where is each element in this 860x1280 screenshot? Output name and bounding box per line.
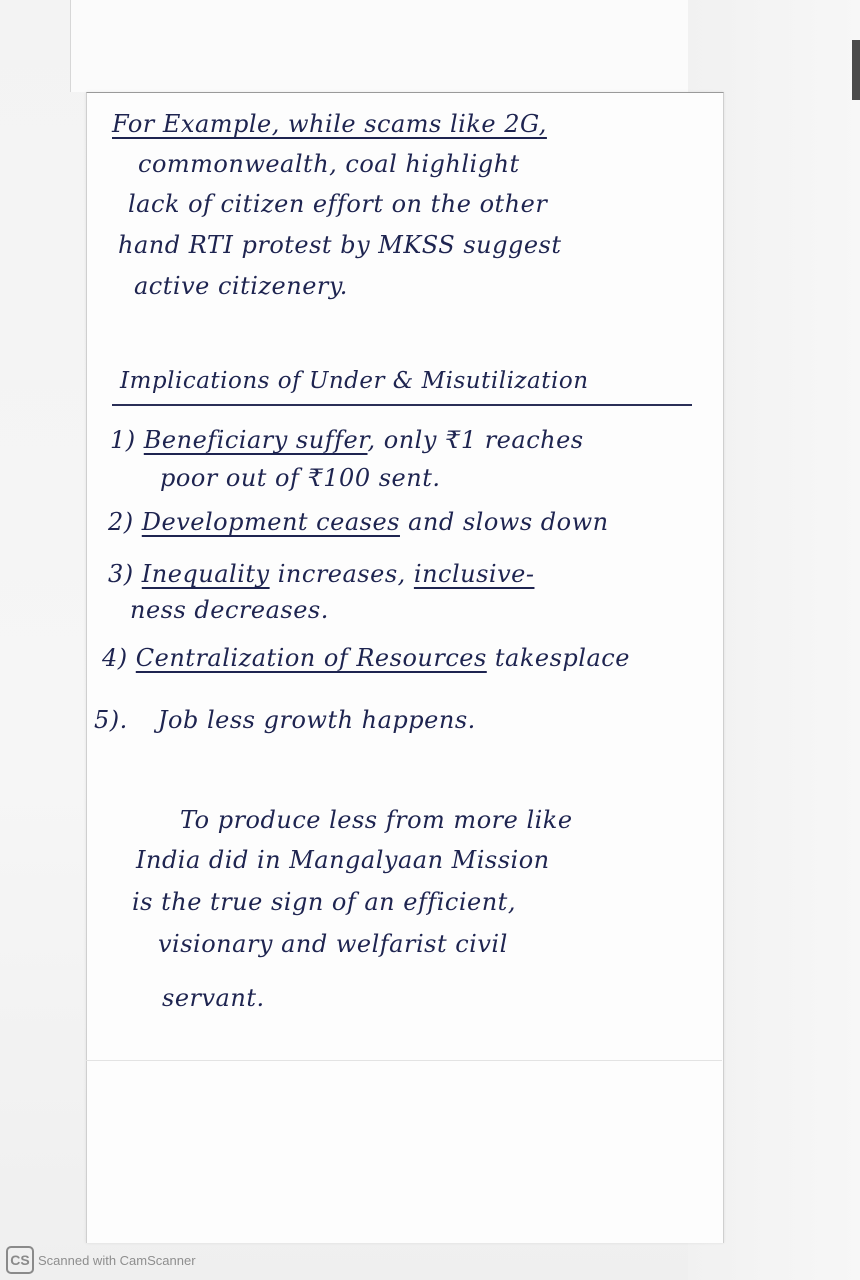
point-1-rest: , only ₹1 reaches: [367, 426, 584, 454]
point-1-number: 1): [110, 426, 136, 454]
point-4-underlined: Centralization of Resources: [135, 644, 487, 672]
point-4-line: [102, 644, 630, 672]
point-5-number: 5).: [94, 706, 128, 734]
point-5-line: [94, 706, 476, 734]
section-heading: Implications of Under & Misutilization: [120, 368, 589, 394]
para1-line-3: lack of citizen effort on the other: [128, 190, 548, 218]
scan-shadow-corner: [852, 40, 860, 100]
point-2-line: [108, 508, 609, 536]
para1-line-4: hand RTI protest by MKSS suggest: [118, 231, 562, 259]
conclusion-line-3: is the true sign of an efficient,: [132, 888, 516, 916]
page-fold-line: [86, 1060, 722, 1061]
point-1-line-2: poor out of ₹100 sent.: [160, 464, 441, 492]
back-sheet: [70, 0, 692, 92]
point-3-underlined-2: inclusive-: [413, 560, 535, 588]
camscanner-watermark: [6, 1246, 196, 1274]
point-2-number: 2): [108, 508, 134, 536]
para1-line-2: commonwealth, coal highlight: [138, 150, 520, 178]
conclusion-line-4: visionary and welfarist civil: [158, 930, 508, 958]
for-example-text: For Example, while scams like 2G,: [112, 110, 547, 138]
heading-rule: [112, 404, 692, 406]
point-1-line-1: [110, 426, 584, 454]
point-4-number: 4): [102, 644, 128, 672]
conclusion-line-5: servant.: [162, 984, 265, 1012]
point-1-underlined: Beneficiary suffer: [143, 426, 368, 454]
conclusion-line-2: India did in Mangalyaan Mission: [136, 846, 550, 874]
point-3-line-2: ness decreases.: [130, 596, 329, 624]
camscanner-text: Scanned with CamScanner: [38, 1252, 196, 1268]
point-4-rest: takesplace: [486, 644, 630, 672]
conclusion-line-1: To produce less from more like: [180, 806, 573, 834]
point-2-rest: and slows down: [399, 508, 609, 536]
camscanner-logo: CS: [6, 1246, 34, 1274]
point-2-underlined: Development ceases: [141, 508, 400, 536]
point-5-text: Job less growth happens.: [157, 706, 476, 734]
point-3-line-1: [108, 560, 534, 588]
point-3-mid: increases,: [269, 560, 414, 588]
point-3-underlined: Inequality: [141, 560, 270, 588]
para1-line-5: active citizenery.: [134, 272, 348, 300]
point-3-number: 3): [108, 560, 134, 588]
para1-line-1: [112, 110, 547, 138]
